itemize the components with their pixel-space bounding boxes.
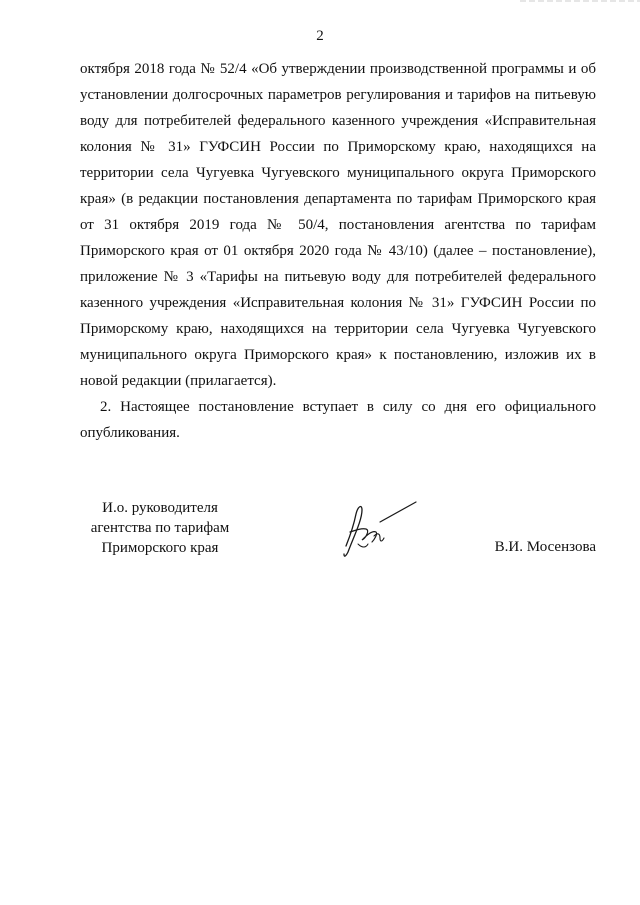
- scan-edge-mark: [520, 0, 640, 4]
- signatory-position: [80, 498, 240, 558]
- signatory-position-line-1: И.о. руководителя: [102, 500, 218, 516]
- body-paragraph-2: 2. Настоящее постановление вступает в силу со дня его официального опубликования.: [80, 399, 596, 441]
- signatory-position-line-3: Приморского края: [101, 540, 219, 556]
- document-body: [80, 56, 596, 446]
- signatory-position-line-2: агентства по тарифам: [90, 520, 230, 536]
- body-paragraph-1: октября 2018 года № 52/4 «Об утверждении производственной программы и об установлении долгосрочных параметров регулирования и тарифов на питьевую воду для потребителей федерального казенного учреждения «Исправительная колония № 31» ГУФСИН России по Приморскому краю, находящихся на территории села Чугуевка Чугуевского муниципального округа Приморского края» (в редакции постановления департамента по тарифам Приморского края от 31 октября 2019 года № 50/4, постановления агентства по тарифам Приморского края от 01 октября 2020 года № 43/10) (далее – постановление), приложение № 3 «Тарифы на питьевую воду для потребителей федерального казенного учреждения «Исправительная колония № 31» ГУФСИН России по Приморскому краю, находящихся на территории села Чугуевка Чугуевского муниципального округа Приморского края» к постановлению, изложив их в новой редакции (прилагается).: [80, 61, 596, 389]
- page-number: 2: [316, 28, 324, 44]
- signer-name: В.И. Мосензова: [494, 539, 596, 555]
- handwritten-signature: [336, 496, 426, 562]
